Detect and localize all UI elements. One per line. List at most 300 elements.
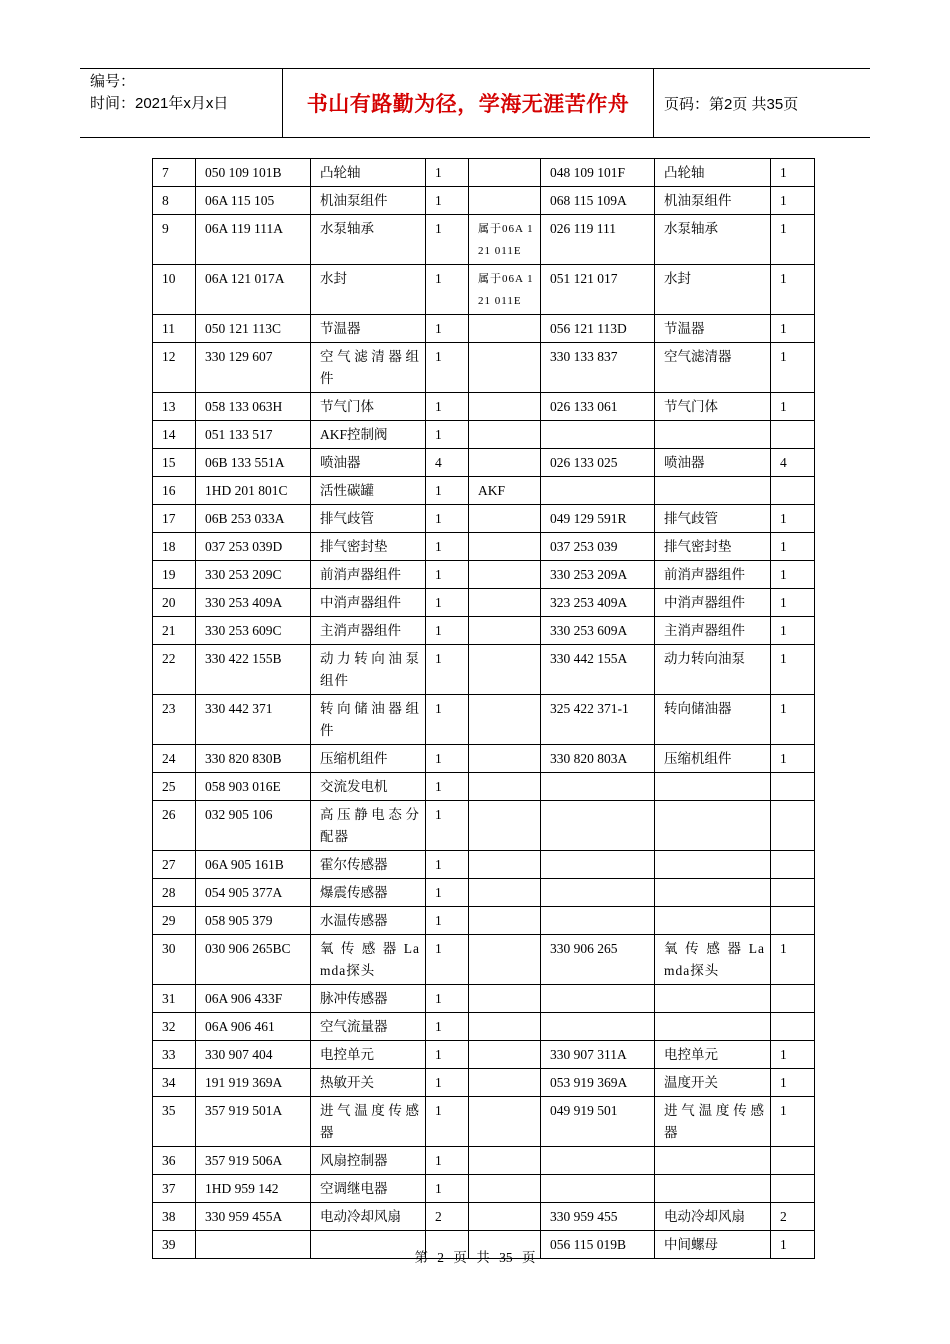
part-number-cell: 191 919 369A — [196, 1069, 311, 1097]
note-cell — [469, 421, 541, 449]
quantity-cell: 1 — [426, 1041, 469, 1069]
quantity-cell: 1 — [426, 421, 469, 449]
alt-part-name-cell — [655, 477, 771, 505]
part-name-cell: 排气歧管 — [311, 505, 426, 533]
part-number-cell: 06A 905 161B — [196, 851, 311, 879]
part-name-cell: 脉冲传感器 — [311, 985, 426, 1013]
alt-part-name-cell: 前消声器组件 — [655, 561, 771, 589]
note-cell — [469, 1147, 541, 1175]
part-name-cell: 电动冷却风扇 — [311, 1203, 426, 1231]
alt-part-number-cell: 330 253 209A — [541, 561, 655, 589]
part-number-cell: 058 133 063H — [196, 393, 311, 421]
row-number-cell: 11 — [153, 315, 196, 343]
part-number-cell: 06A 906 433F — [196, 985, 311, 1013]
row-number-cell: 36 — [153, 1147, 196, 1175]
alt-quantity-cell — [771, 1013, 815, 1041]
part-name-cell: 喷油器 — [311, 449, 426, 477]
part-name-cell: 动力转向油泵组件 — [311, 645, 426, 695]
alt-part-number-cell — [541, 773, 655, 801]
alt-part-name-cell: 水泵轴承 — [655, 215, 771, 265]
part-name-cell: 热敏开关 — [311, 1069, 426, 1097]
note-cell — [469, 315, 541, 343]
alt-part-number-cell: 330 907 311A — [541, 1041, 655, 1069]
quantity-cell: 1 — [426, 533, 469, 561]
part-name-cell: 空气滤清器组件 — [311, 343, 426, 393]
row-number-cell: 38 — [153, 1203, 196, 1231]
alt-quantity-cell: 1 — [771, 505, 815, 533]
part-name-cell: 水温传感器 — [311, 907, 426, 935]
note-cell — [469, 1013, 541, 1041]
alt-part-number-cell: 037 253 039 — [541, 533, 655, 561]
alt-part-name-cell — [655, 851, 771, 879]
part-name-cell: 排气密封垫 — [311, 533, 426, 561]
alt-part-name-cell: 排气歧管 — [655, 505, 771, 533]
quantity-cell: 1 — [426, 187, 469, 215]
part-number-cell: 030 906 265BC — [196, 935, 311, 985]
table-row — [153, 393, 815, 421]
alt-quantity-cell — [771, 985, 815, 1013]
alt-part-number-cell — [541, 851, 655, 879]
alt-quantity-cell: 1 — [771, 1069, 815, 1097]
alt-part-name-cell — [655, 907, 771, 935]
table-row — [153, 617, 815, 645]
number-label: 编号： — [90, 73, 136, 90]
page-header — [80, 68, 870, 138]
quantity-cell: 1 — [426, 773, 469, 801]
quantity-cell: 1 — [426, 935, 469, 985]
alt-quantity-cell: 1 — [771, 935, 815, 985]
quantity-cell: 1 — [426, 589, 469, 617]
alt-quantity-cell — [771, 773, 815, 801]
part-number-cell: 1HD 959 142 — [196, 1175, 311, 1203]
alt-quantity-cell — [771, 477, 815, 505]
alt-quantity-cell — [771, 801, 815, 851]
alt-part-number-cell: 048 109 101F — [541, 159, 655, 187]
alt-quantity-cell: 1 — [771, 617, 815, 645]
note-cell — [469, 935, 541, 985]
quantity-cell: 1 — [426, 745, 469, 773]
part-name-cell: 水封 — [311, 265, 426, 315]
note-cell — [469, 1175, 541, 1203]
quantity-cell: 1 — [426, 801, 469, 851]
alt-part-number-cell: 068 115 109A — [541, 187, 655, 215]
part-number-cell: 06A 906 461 — [196, 1013, 311, 1041]
alt-part-number-cell: 330 959 455 — [541, 1203, 655, 1231]
alt-part-number-cell — [541, 1175, 655, 1203]
row-number-cell: 27 — [153, 851, 196, 879]
part-number-cell: 058 905 379 — [196, 907, 311, 935]
note-cell — [469, 187, 541, 215]
alt-quantity-cell: 2 — [771, 1203, 815, 1231]
alt-quantity-cell — [771, 421, 815, 449]
row-number-cell: 34 — [153, 1069, 196, 1097]
row-number-cell: 12 — [153, 343, 196, 393]
row-number-cell: 15 — [153, 449, 196, 477]
row-number-cell: 29 — [153, 907, 196, 935]
part-number-cell: 330 422 155B — [196, 645, 311, 695]
table-row — [153, 645, 815, 695]
quantity-cell: 1 — [426, 985, 469, 1013]
part-number-cell: 051 133 517 — [196, 421, 311, 449]
alt-part-name-cell — [655, 1013, 771, 1041]
note-cell — [469, 745, 541, 773]
part-number-cell: 330 907 404 — [196, 1041, 311, 1069]
quantity-cell: 1 — [426, 265, 469, 315]
part-name-cell: 空调继电器 — [311, 1175, 426, 1203]
row-number-cell: 25 — [153, 773, 196, 801]
alt-quantity-cell — [771, 879, 815, 907]
quantity-cell: 1 — [426, 1175, 469, 1203]
alt-quantity-cell: 1 — [771, 1097, 815, 1147]
part-name-cell: 电控单元 — [311, 1041, 426, 1069]
parts-table — [152, 158, 815, 1259]
alt-part-name-cell: 节温器 — [655, 315, 771, 343]
alt-quantity-cell: 1 — [771, 187, 815, 215]
table-row — [153, 589, 815, 617]
note-cell — [469, 645, 541, 695]
part-name-cell: 节温器 — [311, 315, 426, 343]
quantity-cell: 1 — [426, 695, 469, 745]
table-row — [153, 315, 815, 343]
alt-part-number-cell: 056 121 113D — [541, 315, 655, 343]
quantity-cell: 1 — [426, 1069, 469, 1097]
note-cell — [469, 617, 541, 645]
table-row — [153, 215, 815, 265]
part-name-cell: 机油泵组件 — [311, 187, 426, 215]
table-row — [153, 421, 815, 449]
row-number-cell: 10 — [153, 265, 196, 315]
alt-part-name-cell: 温度开关 — [655, 1069, 771, 1097]
note-cell — [469, 589, 541, 617]
part-name-cell: 交流发电机 — [311, 773, 426, 801]
alt-quantity-cell — [771, 851, 815, 879]
note-cell — [469, 1041, 541, 1069]
part-number-cell: 330 129 607 — [196, 343, 311, 393]
alt-part-number-cell: 026 133 061 — [541, 393, 655, 421]
part-name-cell: 进气温度传感器 — [311, 1097, 426, 1147]
row-number-cell: 23 — [153, 695, 196, 745]
row-number-cell: 37 — [153, 1175, 196, 1203]
alt-part-number-cell: 330 820 803A — [541, 745, 655, 773]
note-cell — [469, 1069, 541, 1097]
row-number-cell: 33 — [153, 1041, 196, 1069]
note-cell — [469, 561, 541, 589]
part-name-cell: 转向储油器组件 — [311, 695, 426, 745]
quantity-cell: 4 — [426, 449, 469, 477]
alt-part-name-cell: 中间螺母 — [655, 1231, 771, 1259]
alt-part-number-cell — [541, 421, 655, 449]
alt-part-number-cell: 330 442 155A — [541, 645, 655, 695]
row-number-cell: 30 — [153, 935, 196, 985]
quantity-cell: 1 — [426, 315, 469, 343]
table-row — [153, 801, 815, 851]
note-cell — [469, 393, 541, 421]
note-cell — [469, 449, 541, 477]
table-row — [153, 159, 815, 187]
alt-part-name-cell — [655, 879, 771, 907]
page-code: 页码：第2页 共35页 — [664, 95, 799, 113]
alt-part-number-cell — [541, 907, 655, 935]
alt-quantity-cell: 1 — [771, 1041, 815, 1069]
quantity-cell: 2 — [426, 1203, 469, 1231]
table-row — [153, 1097, 815, 1147]
table-row — [153, 1013, 815, 1041]
row-number-cell: 16 — [153, 477, 196, 505]
alt-part-name-cell — [655, 1147, 771, 1175]
row-number-cell: 14 — [153, 421, 196, 449]
part-name-cell: 活性碳罐 — [311, 477, 426, 505]
part-name-cell: 霍尔传感器 — [311, 851, 426, 879]
quantity-cell: 1 — [426, 1147, 469, 1175]
part-name-cell: 节气门体 — [311, 393, 426, 421]
page-footer: 第 2 页 共 35 页 — [414, 1250, 536, 1265]
part-number-cell: 06A 121 017A — [196, 265, 311, 315]
part-number-cell: 050 121 113C — [196, 315, 311, 343]
header-page-code-cell — [654, 69, 870, 137]
alt-quantity-cell: 1 — [771, 561, 815, 589]
note-cell: 属于06A 121 011E — [469, 265, 541, 315]
quantity-cell: 1 — [426, 477, 469, 505]
alt-part-name-cell — [655, 421, 771, 449]
part-name-cell: 中消声器组件 — [311, 589, 426, 617]
part-name-cell: 风扇控制器 — [311, 1147, 426, 1175]
header-slogan-cell — [282, 69, 654, 137]
alt-quantity-cell: 1 — [771, 393, 815, 421]
part-name-cell: 前消声器组件 — [311, 561, 426, 589]
row-number-cell: 39 — [153, 1231, 196, 1259]
quantity-cell: 1 — [426, 561, 469, 589]
alt-part-name-cell: 进气温度传感器 — [655, 1097, 771, 1147]
alt-part-number-cell: 026 119 111 — [541, 215, 655, 265]
alt-part-name-cell: 排气密封垫 — [655, 533, 771, 561]
alt-quantity-cell: 1 — [771, 695, 815, 745]
row-number-cell: 28 — [153, 879, 196, 907]
alt-part-name-cell — [655, 801, 771, 851]
alt-part-name-cell: 转向储油器 — [655, 695, 771, 745]
part-name-cell: 爆震传感器 — [311, 879, 426, 907]
quantity-cell: 1 — [426, 645, 469, 695]
alt-part-number-cell: 330 906 265 — [541, 935, 655, 985]
quantity-cell: 1 — [426, 393, 469, 421]
part-number-cell: 054 905 377A — [196, 879, 311, 907]
alt-quantity-cell: 4 — [771, 449, 815, 477]
part-number-cell: 06A 115 105 — [196, 187, 311, 215]
part-name-cell: AKF控制阀 — [311, 421, 426, 449]
table-row — [153, 1069, 815, 1097]
quantity-cell: 1 — [426, 879, 469, 907]
alt-part-name-cell — [655, 985, 771, 1013]
table-row — [153, 985, 815, 1013]
table-row — [153, 1175, 815, 1203]
quantity-cell: 1 — [426, 851, 469, 879]
quantity-cell: 1 — [426, 343, 469, 393]
table-row — [153, 343, 815, 393]
alt-quantity-cell: 1 — [771, 745, 815, 773]
table-row — [153, 773, 815, 801]
alt-part-number-cell: 330 133 837 — [541, 343, 655, 393]
alt-part-number-cell: 026 133 025 — [541, 449, 655, 477]
alt-quantity-cell: 1 — [771, 265, 815, 315]
table-row — [153, 505, 815, 533]
row-number-cell: 24 — [153, 745, 196, 773]
alt-part-number-cell — [541, 1147, 655, 1175]
alt-part-name-cell: 节气门体 — [655, 393, 771, 421]
alt-part-name-cell: 压缩机组件 — [655, 745, 771, 773]
alt-part-number-cell: 323 253 409A — [541, 589, 655, 617]
part-number-cell: 1HD 201 801C — [196, 477, 311, 505]
note-cell — [469, 879, 541, 907]
quantity-cell: 1 — [426, 505, 469, 533]
alt-part-name-cell — [655, 1175, 771, 1203]
slogan: 书山有路勤为径，学海无涯苦作舟 — [306, 92, 630, 116]
alt-part-name-cell: 动力转向油泵 — [655, 645, 771, 695]
alt-part-number-cell: 325 422 371-1 — [541, 695, 655, 745]
part-number-cell: 330 253 609C — [196, 617, 311, 645]
table-row — [153, 879, 815, 907]
part-number-cell: 330 820 830B — [196, 745, 311, 773]
alt-part-number-cell: 056 115 019B — [541, 1231, 655, 1259]
table-row — [153, 851, 815, 879]
header-meta — [80, 69, 282, 137]
table-row — [153, 449, 815, 477]
alt-quantity-cell — [771, 1147, 815, 1175]
note-cell: 属于06A 121 011E — [469, 215, 541, 265]
part-number-cell: 06A 119 111A — [196, 215, 311, 265]
alt-quantity-cell: 1 — [771, 589, 815, 617]
table-row — [153, 533, 815, 561]
note-cell — [469, 801, 541, 851]
part-number-cell: 330 959 455A — [196, 1203, 311, 1231]
alt-part-number-cell: 049 919 501 — [541, 1097, 655, 1147]
note-cell — [469, 773, 541, 801]
table-row — [153, 1203, 815, 1231]
time-label: 时间：2021年x月x日 — [90, 95, 229, 112]
alt-part-number-cell: 053 919 369A — [541, 1069, 655, 1097]
part-number-cell: 330 253 409A — [196, 589, 311, 617]
table-row — [153, 935, 815, 985]
table-row — [153, 477, 815, 505]
row-number-cell: 32 — [153, 1013, 196, 1041]
part-number-cell: 06B 253 033A — [196, 505, 311, 533]
alt-part-number-cell — [541, 801, 655, 851]
table-row — [153, 907, 815, 935]
note-cell — [469, 695, 541, 745]
alt-part-name-cell: 电控单元 — [655, 1041, 771, 1069]
alt-part-name-cell: 中消声器组件 — [655, 589, 771, 617]
alt-part-number-cell — [541, 477, 655, 505]
note-cell — [469, 985, 541, 1013]
note-cell — [469, 907, 541, 935]
row-number-cell: 7 — [153, 159, 196, 187]
table-row — [153, 745, 815, 773]
alt-part-number-cell — [541, 1013, 655, 1041]
alt-part-number-cell — [541, 879, 655, 907]
alt-quantity-cell: 1 — [771, 343, 815, 393]
alt-part-name-cell: 喷油器 — [655, 449, 771, 477]
alt-part-name-cell: 主消声器组件 — [655, 617, 771, 645]
alt-quantity-cell: 1 — [771, 645, 815, 695]
table-row — [153, 265, 815, 315]
quantity-cell: 1 — [426, 215, 469, 265]
part-name-cell: 水泵轴承 — [311, 215, 426, 265]
note-cell — [469, 1097, 541, 1147]
row-number-cell: 21 — [153, 617, 196, 645]
alt-part-name-cell: 氧 传 感 器 Lamda探头 — [655, 935, 771, 985]
table-row — [153, 561, 815, 589]
part-name-cell: 压缩机组件 — [311, 745, 426, 773]
part-name-cell: 氧 传 感 器 Lamda探头 — [311, 935, 426, 985]
alt-part-number-cell — [541, 985, 655, 1013]
note-cell — [469, 505, 541, 533]
alt-part-name-cell: 水封 — [655, 265, 771, 315]
alt-quantity-cell: 1 — [771, 215, 815, 265]
row-number-cell: 19 — [153, 561, 196, 589]
part-name-cell: 高压静电态分配器 — [311, 801, 426, 851]
note-cell: AKF — [469, 477, 541, 505]
row-number-cell: 26 — [153, 801, 196, 851]
alt-quantity-cell — [771, 907, 815, 935]
part-number-cell: 330 442 371 — [196, 695, 311, 745]
alt-part-number-cell: 330 253 609A — [541, 617, 655, 645]
note-cell — [469, 159, 541, 187]
alt-part-name-cell: 电动冷却风扇 — [655, 1203, 771, 1231]
row-number-cell: 13 — [153, 393, 196, 421]
row-number-cell: 20 — [153, 589, 196, 617]
table-row — [153, 1041, 815, 1069]
table-row — [153, 695, 815, 745]
alt-part-name-cell: 凸轮轴 — [655, 159, 771, 187]
part-number-cell: 357 919 506A — [196, 1147, 311, 1175]
part-number-cell: 06B 133 551A — [196, 449, 311, 477]
alt-part-name-cell: 机油泵组件 — [655, 187, 771, 215]
part-number-cell: 037 253 039D — [196, 533, 311, 561]
part-number-cell: 058 903 016E — [196, 773, 311, 801]
part-number-cell: 050 109 101B — [196, 159, 311, 187]
alt-part-name-cell — [655, 773, 771, 801]
note-cell — [469, 1203, 541, 1231]
quantity-cell: 1 — [426, 617, 469, 645]
row-number-cell: 9 — [153, 215, 196, 265]
part-name-cell: 凸轮轴 — [311, 159, 426, 187]
row-number-cell: 22 — [153, 645, 196, 695]
alt-part-name-cell: 空气滤清器 — [655, 343, 771, 393]
alt-part-number-cell: 051 121 017 — [541, 265, 655, 315]
quantity-cell: 1 — [426, 907, 469, 935]
part-number-cell: 357 919 501A — [196, 1097, 311, 1147]
alt-quantity-cell: 1 — [771, 315, 815, 343]
quantity-cell: 1 — [426, 1013, 469, 1041]
note-cell — [469, 533, 541, 561]
row-number-cell: 17 — [153, 505, 196, 533]
row-number-cell: 18 — [153, 533, 196, 561]
alt-quantity-cell: 1 — [771, 533, 815, 561]
row-number-cell: 8 — [153, 187, 196, 215]
alt-quantity-cell — [771, 1175, 815, 1203]
part-name-cell: 主消声器组件 — [311, 617, 426, 645]
quantity-cell: 1 — [426, 159, 469, 187]
row-number-cell: 35 — [153, 1097, 196, 1147]
parts-table-body — [153, 159, 815, 1259]
part-number-cell: 032 905 106 — [196, 801, 311, 851]
table-row — [153, 1147, 815, 1175]
row-number-cell: 31 — [153, 985, 196, 1013]
alt-part-number-cell: 049 129 591R — [541, 505, 655, 533]
table-row — [153, 187, 815, 215]
alt-quantity-cell: 1 — [771, 159, 815, 187]
alt-quantity-cell: 1 — [771, 1231, 815, 1259]
part-number-cell: 330 253 209C — [196, 561, 311, 589]
quantity-cell: 1 — [426, 1097, 469, 1147]
